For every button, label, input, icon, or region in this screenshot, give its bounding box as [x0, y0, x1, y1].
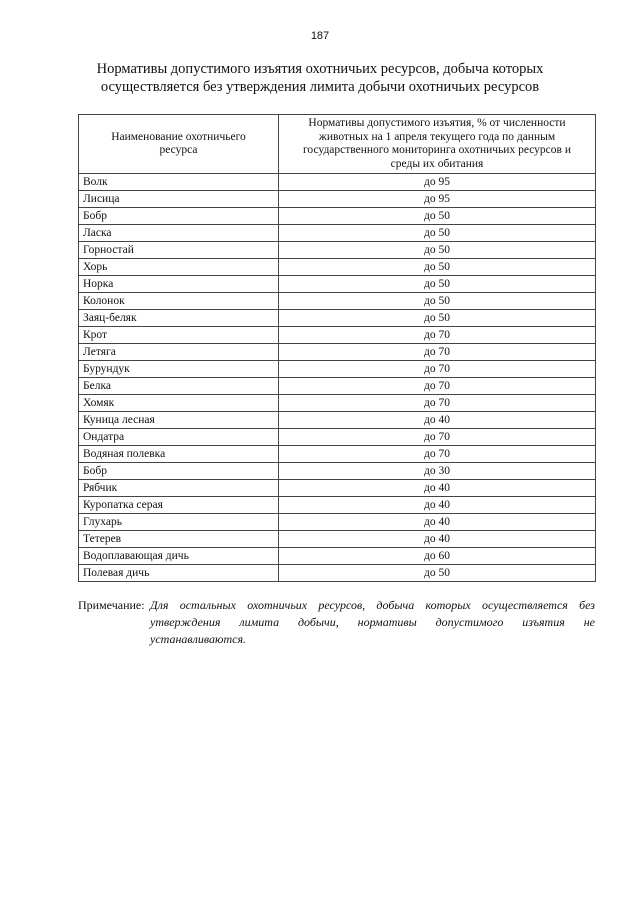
- table-row: [79, 276, 596, 293]
- resource-name-cell: Хомяк: [79, 395, 279, 412]
- table-row: [79, 327, 596, 344]
- header-name-line: ресурса: [159, 144, 198, 156]
- table-row: [79, 412, 596, 429]
- norm-value-cell: до 50: [279, 225, 596, 242]
- resource-name-cell: Водяная полевка: [79, 446, 279, 463]
- note-label: Примечание:: [78, 598, 145, 612]
- table-row: [79, 514, 596, 531]
- header-norm-line: животных на 1 апреля текущего года по данным: [318, 130, 556, 143]
- norms-table: [78, 114, 596, 582]
- resource-name-cell: Тетерев: [79, 531, 279, 548]
- note: [78, 597, 595, 648]
- header-norm-line: государственного мониторинга охотничьих ресурсов и: [303, 144, 571, 156]
- resource-name-cell: Глухарь: [79, 514, 279, 531]
- table-row: [79, 225, 596, 242]
- resource-name-cell: Куропатка серая: [79, 497, 279, 514]
- table-row: [79, 531, 596, 548]
- norm-value-cell: до 40: [279, 480, 596, 497]
- norm-value-cell: до 40: [279, 514, 596, 531]
- table-row: [79, 378, 596, 395]
- table-row: [79, 259, 596, 276]
- table-row: [79, 344, 596, 361]
- resource-name-cell: Летяга: [79, 344, 279, 361]
- resource-name-cell: Куница лесная: [79, 412, 279, 429]
- document-title: [80, 60, 560, 96]
- table-row: [79, 208, 596, 225]
- table-row: [79, 480, 596, 497]
- norm-value-cell: до 70: [279, 446, 596, 463]
- table-row: [79, 174, 596, 191]
- header-name-line: Наименование охотничьего: [111, 130, 246, 143]
- norm-value-cell: до 50: [279, 565, 596, 582]
- resource-name-cell: Крот: [79, 327, 279, 344]
- table-row: [79, 446, 596, 463]
- table-row: [79, 361, 596, 378]
- table-row: [79, 548, 596, 565]
- table-row: [79, 565, 596, 582]
- header-norm-line: Нормативы допустимого изъятия, % от численности: [308, 117, 566, 129]
- resource-name-cell: Водоплавающая дичь: [79, 548, 279, 565]
- norm-value-cell: до 60: [279, 548, 596, 565]
- note-text: Для остальных охотничьих ресурсов, добыча которых осуществляется без утверждения лимита добычи, нормативы допустимого изъятия не устанавливаются.: [150, 598, 595, 646]
- resource-name-cell: Бобр: [79, 463, 279, 480]
- header-resource-name: [79, 115, 279, 174]
- table-row: [79, 497, 596, 514]
- resource-name-cell: Рябчик: [79, 480, 279, 497]
- norm-value-cell: до 40: [279, 412, 596, 429]
- table-row: [79, 293, 596, 310]
- resource-name-cell: Ласка: [79, 225, 279, 242]
- table-row: [79, 429, 596, 446]
- resource-name-cell: Волк: [79, 174, 279, 191]
- resource-name-cell: Колонок: [79, 293, 279, 310]
- resource-name-cell: Полевая дичь: [79, 565, 279, 582]
- header-norm-line: среды их обитания: [390, 157, 484, 170]
- resource-name-cell: Заяц-беляк: [79, 310, 279, 327]
- resource-name-cell: Лисица: [79, 191, 279, 208]
- title-line-1: Нормативы допустимого изъятия охотничьих ресурсов, добыча которых: [96, 61, 544, 77]
- norm-value-cell: до 50: [279, 259, 596, 276]
- norm-value-cell: до 70: [279, 378, 596, 395]
- resource-name-cell: Хорь: [79, 259, 279, 276]
- title-line-2: осуществляется без утверждения лимита добычи охотничьих ресурсов: [100, 79, 540, 95]
- resource-name-cell: Норка: [79, 276, 279, 293]
- page-number: 187: [310, 30, 330, 42]
- norm-value-cell: до 70: [279, 429, 596, 446]
- norm-value-cell: до 40: [279, 497, 596, 514]
- norm-value-cell: до 40: [279, 531, 596, 548]
- table-row: [79, 191, 596, 208]
- norm-value-cell: до 50: [279, 293, 596, 310]
- resource-name-cell: Бурундук: [79, 361, 279, 378]
- table-row: [79, 395, 596, 412]
- table-body: [79, 174, 596, 582]
- norm-value-cell: до 70: [279, 395, 596, 412]
- norm-value-cell: до 50: [279, 276, 596, 293]
- resource-name-cell: Белка: [79, 378, 279, 395]
- norm-value-cell: до 70: [279, 344, 596, 361]
- resource-name-cell: Ондатра: [79, 429, 279, 446]
- norm-value-cell: до 30: [279, 463, 596, 480]
- norm-value-cell: до 70: [279, 361, 596, 378]
- norm-value-cell: до 70: [279, 327, 596, 344]
- norm-value-cell: до 95: [279, 174, 596, 191]
- table-row: [79, 310, 596, 327]
- table-header-row: [79, 115, 596, 174]
- norm-value-cell: до 50: [279, 310, 596, 327]
- resource-name-cell: Бобр: [79, 208, 279, 225]
- table-row: [79, 463, 596, 480]
- norm-value-cell: до 50: [279, 242, 596, 259]
- header-norm: [279, 115, 596, 174]
- table-row: [79, 242, 596, 259]
- norm-value-cell: до 50: [279, 208, 596, 225]
- resource-name-cell: Горностай: [79, 242, 279, 259]
- norm-value-cell: до 95: [279, 191, 596, 208]
